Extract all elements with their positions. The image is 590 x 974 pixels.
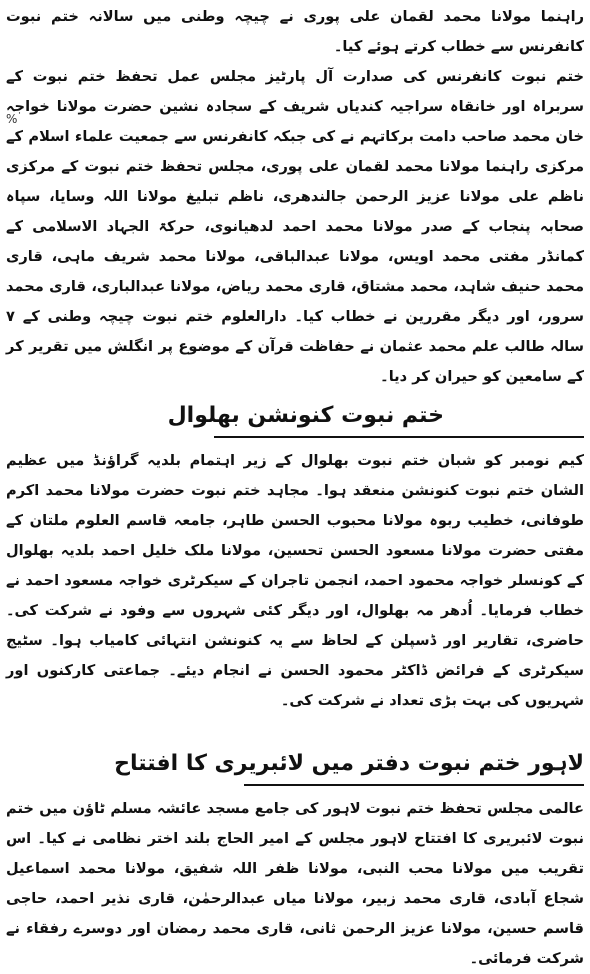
heading-lahore-library: لاہور ختم نبوت دفتر میں لائبریری کا افتتاح: [114, 751, 584, 776]
paragraph-chichawatni-conference: ختم نبوت کانفرنس کی صدارت آل پارٹیز مجلس عمل تحفظ ختم نبوت کے سربراہ اور خانقاہ سراجیہ کندیاں شریف کے سجادہ نشین حضرت مولانا خواجہ خان محمد صاحب دامت برکاتہم نے کی جبکہ کانفرنس سے جمعیت علماء اسلام کے مرکزی راہنما مولانا محمد لقمان علی پوری، مجلس تحفظ ختم نبوت کے مرکزی ناظم علی مولانا عزیز الرحمن جالندھری، ناظم تبلیغ مولانا اللہ وسایا، سپاہ صحابہ پنجاب کے صدر مولانا محمد احمد لدھیانوی، حرکۃ الجہاد الاسلامی کے کمانڈر مفتی محمد اویس، مولانا عبدالباقی، مولانا محمد شریف ماہی، قاری محمد حنیف شاہد، محمد مشتاق، قاری محمد ریاض، مولانا عبدالباری، قاری محمد سرور، اور دیگر مقررین نے خطاب کیا۔ دارالعلوم ختم نبوت چیچہ وطنی کے ۷ سالہ طالب علم محمد عثمان نے حفاظت قرآن کے موضوع پر انگلش میں تقریر کر کے سامعین کو حیران کر دیا۔: [6, 68, 584, 385]
heading-underline: [214, 436, 584, 438]
document-page: [6, 2, 584, 967]
paragraph-lahore-library: عالمی مجلس تحفظ ختم نبوت لاہور کی جامع مسجد عائشہ مسلم ٹاؤن میں ختم نبوت لائبریری کا افتتاح لاہور مجلس کے امیر الحاج بلند اختر نظامی نے کیا۔ اس تقریب میں مولانا محب النبی، مولانا ظفر اللہ شفیق، مولانا محمد اسماعیل شجاع آبادی، قاری محمد زبیر، مولانا میاں عبدالرحمٰن، قاری نذیر احمد، حاجی قاسم حسین، مولانا عزیز الرحمن ثانی، قاری محمد رمضان اور دوسرے رفقاء نے شرکت فرمائی۔: [6, 800, 584, 967]
heading-underline: [244, 784, 584, 786]
paragraph-intro-end: راہنما مولانا محمد لقمان علی پوری نے چیچہ وطنی میں سالانہ ختم نبوت کانفرنس سے خطاب کرتے ہوئے کیا۔: [6, 8, 584, 55]
paragraph-bhalwal-convention: کیم نومبر کو شبان ختم نبوت بھلوال کے زیر اہتمام بلدیہ گراؤنڈ میں عظیم الشان ختم نبوت کنونشن منعقد ہوا۔ مجاہد ختم نبوت حضرت مولانا محمد اکرم طوفانی، خطیب ربوہ مولانا محبوب الحسن طاہر، جامعہ قاسم العلوم ملتان کے مفتی حضرت مولانا مسعود الحسن تحسین، مولانا ملک خلیل احمد بلدیہ بھلوال کے کونسلر خواجہ محمود احمد، انجمن تاجران کے سیکرٹری خواجہ مسعود احمد نے خطاب فرمایا۔ اُدھر مہ بھلوال، اور دیگر کئی شہروں سے وفود نے شرکت کی۔ حاضری، تقاریر اور ڈسپلن کے لحاظ سے یہ کنونشن انتہائی کامیاب ہوا۔ سٹیج سیکرٹری کے فرائض ڈاکٹر محمود الحسن نے انجام دیئے۔ جماعتی کارکنوں اور شہریوں کی بہت بڑی تعداد نے شرکت کی۔: [6, 452, 584, 709]
heading-bhalwal-convention: ختم نبوت کنونشن بھلوال: [167, 403, 444, 428]
page-margin-mark: %: [6, 112, 18, 126]
